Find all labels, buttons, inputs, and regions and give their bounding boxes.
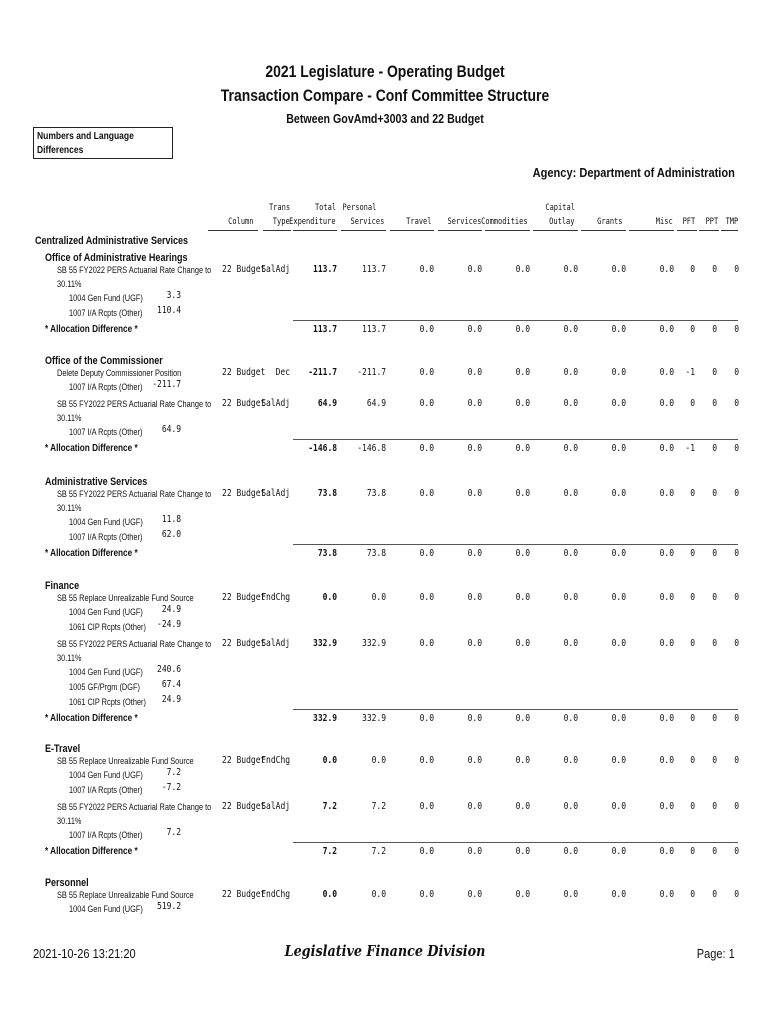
- fund-amount: 67.4: [161, 679, 181, 690]
- value-cell: 0.0: [515, 488, 530, 499]
- trans-type: SalAdj: [261, 264, 290, 275]
- value-cell: 0.0: [419, 264, 434, 275]
- value-cell: 0.0: [563, 638, 578, 649]
- value-cell: 0.0: [515, 889, 530, 900]
- value-cell: 64.9: [317, 398, 337, 409]
- value-cell: 0.0: [611, 264, 626, 275]
- value-cell: 0.0: [563, 889, 578, 900]
- value-cell: 0.0: [467, 264, 482, 275]
- value-cell: 0: [712, 713, 717, 724]
- fund-source: 1007 I/A Rcpts (Other): [69, 308, 143, 318]
- header-grants: Grants: [597, 217, 623, 227]
- value-cell: 0.0: [467, 713, 482, 724]
- value-cell: 0.0: [659, 713, 674, 724]
- trans-type: SalAdj: [261, 488, 290, 499]
- value-cell: 0: [690, 488, 695, 499]
- value-cell: 0.0: [515, 801, 530, 812]
- value-cell: 0.0: [371, 592, 386, 603]
- value-cell: 0.0: [419, 638, 434, 649]
- value-cell: 0: [712, 592, 717, 603]
- value-cell: 0: [712, 398, 717, 409]
- value-cell: 0.0: [659, 324, 674, 335]
- value-cell: 0.0: [659, 801, 674, 812]
- value-cell: 0: [734, 548, 739, 559]
- box-line-2: Differences: [37, 145, 84, 156]
- header-misc: Misc: [656, 217, 673, 227]
- value-cell: 0: [690, 713, 695, 724]
- trans-type: FndChg: [261, 755, 290, 766]
- value-cell: 0.0: [322, 755, 337, 766]
- value-cell: 7.2: [322, 801, 337, 812]
- header-capital-bot: Outlay: [549, 217, 575, 227]
- value-cell: 0.0: [419, 488, 434, 499]
- allocation-name: Office of Administrative Hearings: [45, 252, 188, 264]
- value-cell: 0.0: [467, 367, 482, 378]
- allocation-name: Finance: [45, 580, 80, 592]
- column-value: 22 Budget: [222, 592, 266, 603]
- value-cell: 0: [734, 713, 739, 724]
- fund-source: 1061 CIP Rcpts (Other): [69, 697, 146, 707]
- value-cell: 0.0: [515, 638, 530, 649]
- fund-source: 1004 Gen Fund (UGF): [69, 667, 143, 677]
- header-rule: [438, 230, 482, 231]
- fund-source: 1007 I/A Rcpts (Other): [69, 382, 143, 392]
- value-cell: 0.0: [322, 592, 337, 603]
- value-cell: 0.0: [467, 548, 482, 559]
- value-cell: -146.8: [308, 443, 337, 454]
- value-cell: 0.0: [611, 713, 626, 724]
- fund-source: 1007 I/A Rcpts (Other): [69, 830, 143, 840]
- fund-amount: 240.6: [156, 664, 181, 675]
- fund-amount: -211.7: [152, 379, 181, 390]
- header-pft: PFT: [682, 217, 695, 227]
- value-cell: 0.0: [563, 801, 578, 812]
- agency-label: Agency: Department of Administration: [532, 165, 735, 180]
- header-travel: Travel: [406, 217, 432, 227]
- value-cell: 0: [734, 592, 739, 603]
- header-rule: [341, 230, 386, 231]
- fund-amount: 62.0: [161, 529, 181, 540]
- value-cell: 0: [734, 755, 739, 766]
- transaction-description: SB 55 FY2022 PERS Actuarial Rate Change to: [57, 399, 212, 409]
- value-cell: 0.0: [611, 846, 626, 857]
- transaction-description-cont: 30.11%: [57, 279, 82, 289]
- box-line-1: Numbers and Language: [37, 131, 134, 142]
- value-cell: 0.0: [563, 713, 578, 724]
- value-cell: 0.0: [515, 367, 530, 378]
- value-cell: 0.0: [611, 398, 626, 409]
- value-cell: 0.0: [611, 443, 626, 454]
- value-cell: 0: [690, 592, 695, 603]
- value-cell: 0.0: [419, 889, 434, 900]
- value-cell: 332.9: [361, 638, 386, 649]
- header-rule: [629, 230, 674, 231]
- allocation-name: Personnel: [45, 877, 89, 889]
- value-cell: 0: [690, 755, 695, 766]
- header-rule: [533, 230, 578, 231]
- value-cell: 0: [712, 755, 717, 766]
- value-cell: 0.0: [515, 548, 530, 559]
- fund-source: 1061 CIP Rcpts (Other): [69, 622, 146, 632]
- fund-amount: 110.4: [156, 305, 181, 316]
- header-column: Column: [228, 217, 254, 227]
- transaction-description: SB 55 FY2022 PERS Actuarial Rate Change to: [57, 265, 212, 275]
- header-rule: [581, 230, 626, 231]
- value-cell: 73.8: [366, 548, 386, 559]
- header-total-bot: Expenditure: [289, 217, 336, 227]
- value-cell: 0: [712, 443, 717, 454]
- trans-type: FndChg: [261, 592, 290, 603]
- header-rule: [208, 230, 258, 231]
- value-cell: 0.0: [419, 324, 434, 335]
- transaction-description: SB 55 FY2022 PERS Actuarial Rate Change to: [57, 489, 212, 499]
- trans-type: FndChg: [261, 889, 290, 900]
- allocation-rule: [293, 842, 738, 843]
- fund-amount: 519.2: [156, 901, 181, 912]
- transaction-description: Delete Deputy Commissioner Position: [57, 368, 182, 378]
- value-cell: 0.0: [611, 638, 626, 649]
- value-cell: 0.0: [659, 548, 674, 559]
- value-cell: 0.0: [371, 755, 386, 766]
- value-cell: 0.0: [659, 755, 674, 766]
- header-capital-top: Capital: [545, 203, 575, 213]
- value-cell: 0.0: [659, 264, 674, 275]
- allocation-difference-label: * Allocation Difference *: [45, 443, 138, 454]
- value-cell: 0.0: [563, 324, 578, 335]
- fund-amount: -7.2: [161, 782, 181, 793]
- value-cell: 0: [712, 488, 717, 499]
- value-cell: 0: [690, 846, 695, 857]
- value-cell: 113.7: [312, 264, 337, 275]
- value-cell: 113.7: [361, 264, 386, 275]
- value-cell: 0.0: [419, 592, 434, 603]
- value-cell: 113.7: [361, 324, 386, 335]
- transaction-description: SB 55 Replace Unrealizable Fund Source: [57, 593, 194, 603]
- value-cell: 0.0: [467, 801, 482, 812]
- value-cell: 0.0: [467, 755, 482, 766]
- report-subtitle: Transaction Compare - Conf Committee Structure: [220, 86, 550, 105]
- value-cell: 0: [690, 889, 695, 900]
- value-cell: 0.0: [659, 443, 674, 454]
- fund-amount: 7.2: [166, 767, 181, 778]
- value-cell: 0.0: [659, 889, 674, 900]
- allocation-rule: [293, 544, 738, 545]
- value-cell: 0.0: [659, 398, 674, 409]
- header-rule: [263, 230, 291, 231]
- footer-page-number: Page: 1: [696, 946, 735, 961]
- value-cell: 7.2: [322, 846, 337, 857]
- footer-date: 2021-10-26 13:21:20: [33, 946, 136, 961]
- fund-source: 1005 GF/Prgm (DGF): [69, 682, 140, 692]
- value-cell: 0.0: [467, 889, 482, 900]
- fund-amount: 24.9: [161, 604, 181, 615]
- value-cell: 0.0: [515, 443, 530, 454]
- value-cell: 0: [734, 638, 739, 649]
- header-services: Services: [447, 217, 481, 227]
- header-personal-top: Personal: [342, 203, 376, 213]
- value-cell: 0: [712, 889, 717, 900]
- value-cell: 0.0: [563, 755, 578, 766]
- trans-type: Dec: [275, 367, 290, 378]
- value-cell: 0.0: [659, 592, 674, 603]
- fund-source: 1004 Gen Fund (UGF): [69, 517, 143, 527]
- header-tmp: TMP: [725, 217, 738, 227]
- value-cell: 0: [734, 264, 739, 275]
- value-cell: 73.8: [317, 548, 337, 559]
- header-trans-bot: Type: [273, 217, 290, 227]
- value-cell: 0: [734, 801, 739, 812]
- value-cell: 0.0: [515, 846, 530, 857]
- header-rule: [485, 230, 530, 231]
- fund-source: 1004 Gen Fund (UGF): [69, 904, 143, 914]
- value-cell: 0.0: [563, 443, 578, 454]
- value-cell: 0: [712, 638, 717, 649]
- value-cell: 332.9: [312, 713, 337, 724]
- value-cell: 0: [734, 488, 739, 499]
- value-cell: 0: [734, 367, 739, 378]
- value-cell: 0.0: [563, 846, 578, 857]
- allocation-rule: [293, 439, 738, 440]
- value-cell: 0.0: [611, 367, 626, 378]
- value-cell: 0.0: [515, 713, 530, 724]
- header-rule: [721, 230, 738, 231]
- column-value: 22 Budget: [222, 638, 266, 649]
- value-cell: 0.0: [419, 367, 434, 378]
- value-cell: 0.0: [467, 638, 482, 649]
- header-personal-bot: Services: [350, 217, 384, 227]
- value-cell: 0: [690, 638, 695, 649]
- column-value: 22 Budget: [222, 488, 266, 499]
- value-cell: 0.0: [419, 548, 434, 559]
- transaction-description-cont: 30.11%: [57, 413, 82, 423]
- header-rule: [293, 230, 337, 231]
- value-cell: -146.8: [357, 443, 386, 454]
- value-cell: 0: [734, 889, 739, 900]
- value-cell: 0.0: [659, 367, 674, 378]
- trans-type: SalAdj: [261, 801, 290, 812]
- allocation-name: Office of the Commissioner: [45, 355, 163, 367]
- value-cell: 0: [712, 367, 717, 378]
- value-cell: 0.0: [515, 324, 530, 335]
- header-total-top: Total: [314, 203, 336, 213]
- value-cell: 0: [734, 324, 739, 335]
- value-cell: 0: [712, 548, 717, 559]
- value-cell: 0.0: [611, 488, 626, 499]
- value-cell: 332.9: [361, 713, 386, 724]
- group-title: Centralized Administrative Services: [35, 235, 189, 247]
- value-cell: 0.0: [563, 488, 578, 499]
- value-cell: -211.7: [357, 367, 386, 378]
- fund-amount: 64.9: [161, 424, 181, 435]
- allocation-difference-label: * Allocation Difference *: [45, 548, 138, 559]
- fund-amount: 7.2: [166, 827, 181, 838]
- value-cell: 0.0: [611, 324, 626, 335]
- value-cell: 332.9: [312, 638, 337, 649]
- value-cell: 0: [712, 264, 717, 275]
- column-value: 22 Budget: [222, 367, 266, 378]
- value-cell: 0.0: [659, 638, 674, 649]
- column-value: 22 Budget: [222, 264, 266, 275]
- header-ppt: PPT: [705, 217, 718, 227]
- value-cell: 0.0: [467, 592, 482, 603]
- value-cell: 0.0: [419, 443, 434, 454]
- header-rule: [390, 230, 434, 231]
- fund-source: 1007 I/A Rcpts (Other): [69, 785, 143, 795]
- value-cell: 0: [734, 398, 739, 409]
- value-cell: 0.0: [515, 264, 530, 275]
- value-cell: 0.0: [611, 889, 626, 900]
- fund-amount: 11.8: [161, 514, 181, 525]
- value-cell: 0: [690, 324, 695, 335]
- value-cell: 0.0: [467, 846, 482, 857]
- header-trans-top: Trans: [268, 203, 290, 213]
- fund-source: 1007 I/A Rcpts (Other): [69, 427, 143, 437]
- transaction-description: SB 55 Replace Unrealizable Fund Source: [57, 890, 194, 900]
- fund-amount: 24.9: [161, 694, 181, 705]
- value-cell: 7.2: [371, 801, 386, 812]
- value-cell: 0: [712, 846, 717, 857]
- value-cell: 0: [690, 548, 695, 559]
- value-cell: 0: [690, 398, 695, 409]
- value-cell: 0.0: [515, 592, 530, 603]
- value-cell: 0.0: [419, 713, 434, 724]
- value-cell: 0.0: [515, 755, 530, 766]
- column-value: 22 Budget: [222, 801, 266, 812]
- value-cell: 0: [690, 264, 695, 275]
- value-cell: 0.0: [419, 398, 434, 409]
- fund-source: 1004 Gen Fund (UGF): [69, 607, 143, 617]
- value-cell: -1: [685, 443, 695, 454]
- value-cell: 0.0: [371, 889, 386, 900]
- fund-amount: -24.9: [156, 619, 181, 630]
- value-cell: 0.0: [563, 367, 578, 378]
- value-cell: 0.0: [419, 755, 434, 766]
- value-cell: 7.2: [371, 846, 386, 857]
- value-cell: 113.7: [312, 324, 337, 335]
- value-cell: 0.0: [659, 488, 674, 499]
- value-cell: 0: [712, 324, 717, 335]
- value-cell: 0.0: [467, 398, 482, 409]
- value-cell: 0.0: [563, 264, 578, 275]
- transaction-description-cont: 30.11%: [57, 503, 82, 513]
- value-cell: -211.7: [308, 367, 337, 378]
- value-cell: 0.0: [563, 398, 578, 409]
- header-rule: [677, 230, 697, 231]
- value-cell: 0.0: [515, 398, 530, 409]
- fund-source: 1004 Gen Fund (UGF): [69, 770, 143, 780]
- difference-type-box: [33, 127, 173, 159]
- column-value: 22 Budget: [222, 889, 266, 900]
- column-value: 22 Budget: [222, 755, 266, 766]
- transaction-description: SB 55 FY2022 PERS Actuarial Rate Change to: [57, 639, 212, 649]
- report-comparison: Between GovAmd+3003 and 22 Budget: [286, 111, 484, 126]
- fund-amount: 3.3: [166, 290, 181, 301]
- trans-type: SalAdj: [261, 638, 290, 649]
- value-cell: 0.0: [659, 846, 674, 857]
- value-cell: 0.0: [611, 548, 626, 559]
- value-cell: 0.0: [563, 592, 578, 603]
- footer-division: Legislative Finance Division: [284, 942, 486, 960]
- report-title: 2021 Legislature - Operating Budget: [265, 62, 505, 81]
- value-cell: -1: [685, 367, 695, 378]
- value-cell: 0: [734, 846, 739, 857]
- value-cell: 0.0: [419, 801, 434, 812]
- value-cell: 0: [734, 443, 739, 454]
- value-cell: 0.0: [419, 846, 434, 857]
- value-cell: 73.8: [317, 488, 337, 499]
- fund-source: 1004 Gen Fund (UGF): [69, 293, 143, 303]
- value-cell: 0: [712, 801, 717, 812]
- value-cell: 0.0: [467, 488, 482, 499]
- transaction-description: SB 55 FY2022 PERS Actuarial Rate Change to: [57, 802, 212, 812]
- value-cell: 0.0: [467, 324, 482, 335]
- value-cell: 0.0: [611, 801, 626, 812]
- value-cell: 0.0: [611, 755, 626, 766]
- value-cell: 0.0: [322, 889, 337, 900]
- value-cell: 0: [690, 801, 695, 812]
- transaction-description-cont: 30.11%: [57, 653, 82, 663]
- allocation-name: Administrative Services: [45, 476, 148, 488]
- allocation-rule: [293, 709, 738, 710]
- allocation-difference-label: * Allocation Difference *: [45, 324, 138, 335]
- value-cell: 73.8: [366, 488, 386, 499]
- value-cell: 0.0: [563, 548, 578, 559]
- allocation-name: E-Travel: [45, 743, 81, 755]
- value-cell: 0.0: [467, 443, 482, 454]
- value-cell: 64.9: [366, 398, 386, 409]
- header-rule: [699, 230, 719, 231]
- transaction-description-cont: 30.11%: [57, 816, 82, 826]
- trans-type: SalAdj: [261, 398, 290, 409]
- fund-source: 1007 I/A Rcpts (Other): [69, 532, 143, 542]
- allocation-difference-label: * Allocation Difference *: [45, 846, 138, 857]
- allocation-difference-label: * Allocation Difference *: [45, 713, 138, 724]
- value-cell: 0.0: [611, 592, 626, 603]
- transaction-description: SB 55 Replace Unrealizable Fund Source: [57, 756, 194, 766]
- column-value: 22 Budget: [222, 398, 266, 409]
- header-commodities: Commodities: [481, 217, 528, 227]
- allocation-rule: [293, 320, 738, 321]
